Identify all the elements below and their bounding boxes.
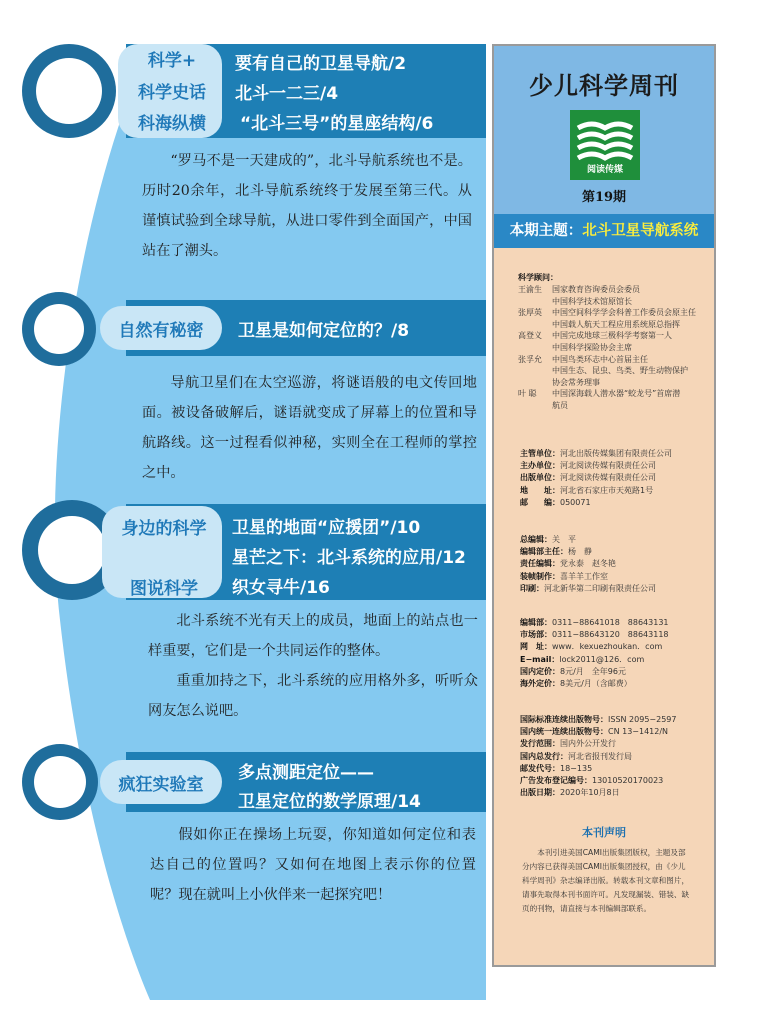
publication-row-key: 出版日期： (520, 788, 560, 798)
magazine-name: 少儿科学周刊 (529, 72, 679, 100)
publication-row-key: 发行范围： (520, 739, 560, 749)
publisher-row-value: 050071 (560, 497, 591, 507)
theme-label: 本期主题： (509, 223, 583, 239)
publisher-row-value: 河北阅读传媒有限责任公司 (560, 461, 656, 471)
publication-row (520, 751, 632, 762)
staff-row-key: 装帧制作： (520, 571, 560, 581)
publication-row-value: 18−135 (560, 763, 593, 773)
advisor-title-line: 中国深海载人潜水器“蛟龙号”首席潜 (552, 389, 681, 399)
staff-row-value: 关 平 (552, 535, 576, 544)
contact-row (520, 666, 626, 677)
publisher-row (520, 497, 591, 508)
contact-row-key: 网 址： (520, 642, 552, 652)
contact-row (520, 629, 669, 640)
contact-row-key: 海外定价： (520, 679, 560, 688)
logo-text: 阅读传媒 (586, 165, 623, 175)
contact-row-value: www．kexuezhoukan．com (552, 642, 663, 652)
section-intro: 假如你正在操场上玩耍，你知道如何定位和表达自己的位置吗？又如何在地图上表示你的位置呢？现在就叫上小伙伴来一起探究吧！ (150, 827, 476, 903)
staff-row-key: 总编辑： (520, 535, 552, 544)
staff-row-key: 责任编辑： (520, 559, 560, 569)
section-label: 科学+ (147, 51, 197, 71)
publication-row-key: 国内总发行： (520, 751, 568, 761)
advisor-name: 叶 聪 (518, 389, 537, 399)
advisors-title: 科学顾问： (518, 273, 558, 282)
article-title[interactable]: 卫星定位的数学原理/14 (238, 792, 421, 812)
contact-row-value: 0311−88641018 88643131 (552, 618, 669, 627)
staff-row-key: 编辑部主任： (520, 547, 568, 557)
publisher-row (520, 485, 653, 496)
staff-row (520, 571, 608, 582)
staff-row-value: 喜羊羊工作室 (560, 571, 608, 581)
advisor-title-line: 协会常务理事 (552, 377, 600, 387)
contact-row (520, 617, 669, 628)
publication-row-key: 广告发布登记编号： (520, 776, 592, 785)
publisher-row-key: 邮 编： (520, 497, 560, 507)
publication-row (520, 787, 620, 798)
publication-row-key: 邮发代号： (520, 763, 560, 773)
advisor-title-line: 中国空间科学学会科普工作委员会原主任 (552, 308, 696, 318)
publisher-row-value: 河北出版传媒集团有限责任公司 (560, 449, 672, 458)
contact-row-value: lock2011@126．com (559, 654, 645, 664)
article-title[interactable]: 卫星是如何定位的？/8 (238, 321, 410, 341)
publication-row (520, 763, 592, 774)
publisher-row-key: 出版单位： (520, 473, 560, 483)
article-title[interactable]: 星芒之下：北斗系统的应用/12 (232, 548, 466, 568)
advisor-name: 张厚英 (518, 308, 542, 318)
publisher-row-value: 河北阅读传媒有限责任公司 (560, 473, 656, 483)
contact-row-key: 国内定价： (520, 666, 560, 676)
advisor-title-line: 航员 (552, 401, 568, 410)
section-label: 科海纵横 (138, 114, 206, 134)
publication-row-value: 13010520170023 (592, 776, 664, 785)
contact-row (520, 654, 644, 665)
publisher-row-key: 地 址： (520, 485, 560, 495)
section-label: 疯狂实验室 (118, 775, 204, 795)
staff-row (520, 558, 616, 569)
publisher-logo (570, 110, 640, 180)
section-label: 身边的科学 (121, 519, 207, 539)
publication-row (520, 775, 663, 786)
publication-row-value: 河北省报刊发行局 (568, 751, 632, 761)
issue-theme (494, 214, 714, 248)
publisher-row-key: 主办单位： (520, 461, 560, 471)
contact-row-value: 8美元/月（含邮费） (560, 679, 632, 688)
publisher-row (520, 460, 656, 471)
article-title[interactable]: 多点测距定位—— (238, 763, 374, 783)
advisor-title-line: 中国完成地球三极科学考察第一人 (552, 331, 672, 341)
section-label: 科学史话 (138, 83, 206, 103)
advisor-name: 高登义 (518, 331, 542, 341)
section-label: 自然有秘密 (118, 321, 204, 341)
staff-row-value: 河北新华第二印刷有限责任公司 (544, 583, 656, 593)
publication-row-value: 国内外公开发行 (560, 739, 616, 749)
article-title[interactable]: 卫星的地面“应援团”/10 (232, 518, 421, 538)
article-title[interactable]: 北斗一二三/4 (235, 84, 339, 104)
publication-row-key: 国际标准连续出版物号： (520, 715, 608, 724)
advisor-title-line: 中国科学技术馆原馆长 (552, 296, 632, 306)
publication-row (520, 726, 668, 737)
advisor-title-line: 中国载人航天工程应用系统原总指挥 (552, 319, 680, 329)
staff-row-value: 党永泰 赵冬艳 (560, 559, 616, 569)
advisor-name: 张孚允 (518, 354, 542, 364)
publication-row-value: CN 13−1412/N (608, 727, 669, 737)
contact-row (520, 641, 662, 652)
section-intro: “罗马不是一天建成的”，北斗导航系统也不是。历时20余年，北斗导航系统终于发展至第三代。从谨慎试验到全球导航，从进口零件到全面国产，中国站在了潮头。 (142, 153, 472, 259)
contact-row-value: 8元/月 全年96元 (560, 666, 626, 676)
publication-row-key: 国内统一连续出版物号： (520, 727, 608, 737)
section-label: 图说科学 (130, 579, 198, 599)
staff-row-key: 印刷： (520, 583, 544, 593)
staff-row-value: 杨 静 (568, 547, 592, 557)
contact-row-key: 编辑部： (520, 618, 552, 627)
contact-row (520, 678, 632, 689)
contact-row-key: E−mail： (520, 654, 560, 664)
publication-row-value: 2020年10月8日 (560, 788, 620, 798)
staff-row (520, 546, 592, 557)
advisor-title-line: 国家教育咨询委员会委员 (552, 285, 640, 294)
declaration-text: 本刊引进美国CAMI出版集团版权，主题及部分内容已获得美国CAMI出版集团授权，由《少儿科学周刊》杂志编译出版。转载本刊文章和图片，请事先取得本刊书面许可。凡发现漏装、错装、缺页的刊物，请直接与本刊编辑部联系。 (522, 848, 690, 913)
declaration-title: 本刊声明 (582, 826, 626, 839)
publisher-row (520, 472, 656, 483)
advisor-name: 王渝生 (518, 285, 542, 294)
advisor-title-line: 中国鸟类环志中心首届主任 (552, 354, 648, 364)
section-intro: 导航卫星们在太空巡游，将谜语般的电文传回地面。被设备破解后，谜语就变成了屏幕上的位置和导航路线。这一过程看似神秘，实则全在工程师的掌控之中。 (142, 375, 477, 481)
publisher-row-key: 主管单位： (520, 449, 560, 458)
contact-row-value: 0311−88643120 88643118 (552, 630, 669, 640)
publisher-row-value: 河北省石家庄市天苑路1号 (560, 485, 654, 495)
theme-value: 北斗卫星导航系统 (582, 223, 699, 239)
contact-row-key: 市场部： (520, 630, 552, 640)
article-title[interactable]: 要有自己的卫星导航/2 (235, 54, 407, 74)
staff-row (520, 534, 576, 545)
advisor-title-line: 中国生态、昆虫、鸟类、野生动物保护 (552, 366, 688, 376)
article-title[interactable]: 织女寻牛/16 (232, 578, 330, 598)
section-intro: 北斗系统不光有天上的成员，地面上的站点也一样重要，它们是一个共同运作的整体。 重重加持之下，北斗系统的应用格外多，听听众网友怎么说吧。 (148, 613, 478, 719)
publication-row (520, 738, 616, 749)
publisher-row (520, 448, 672, 459)
advisor-title-line: 中国科学探险协会主席 (552, 343, 632, 352)
masthead-sidebar (492, 44, 716, 967)
publication-row (520, 714, 676, 725)
staff-row (520, 583, 656, 594)
article-title[interactable]: “北斗三号”的星座结构/6 (240, 114, 434, 134)
publication-row-value: ISSN 2095−2597 (608, 715, 677, 724)
issue-number: 第19期 (581, 190, 627, 205)
